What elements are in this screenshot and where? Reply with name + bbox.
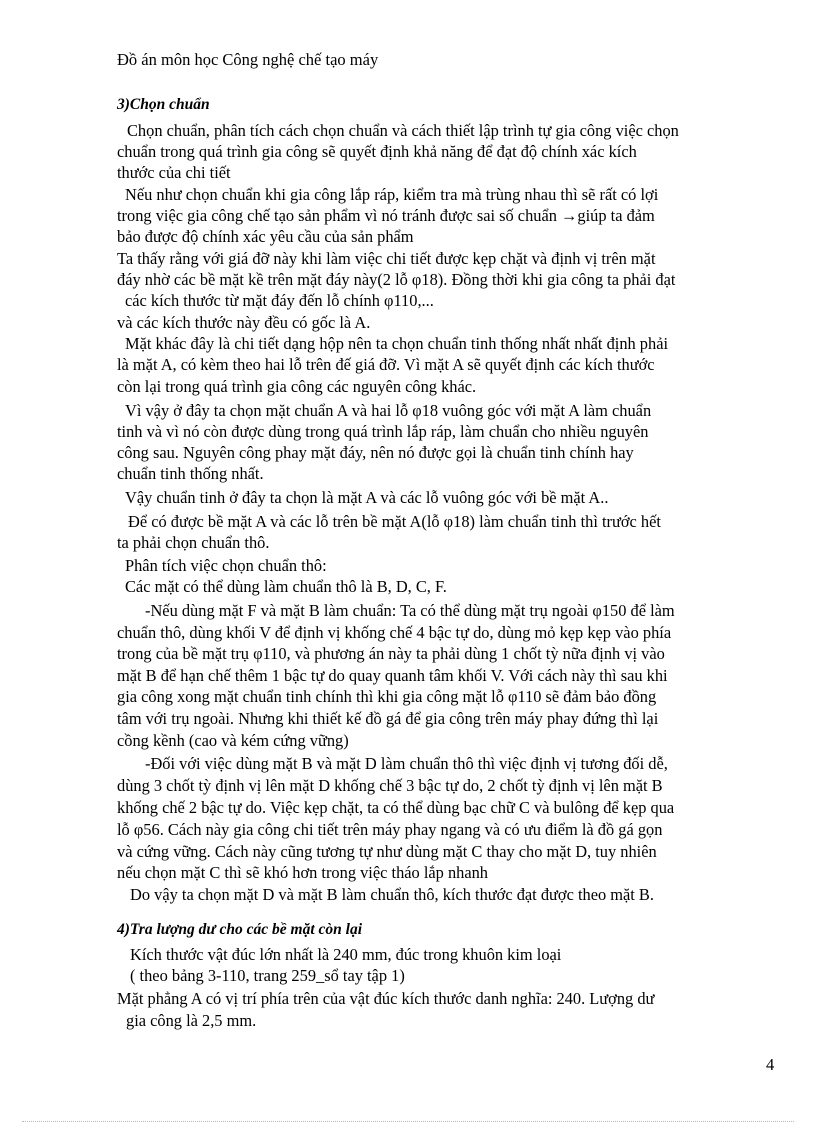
paragraph-line: Vì vậy ở đây ta chọn mặt chuẩn A và hai lỗ φ18 vuông góc với mặt A làm chuẩn bbox=[125, 401, 652, 420]
paragraph-line: cồng kềnh (cao và kém cứng vững) bbox=[117, 731, 349, 750]
paragraph-line: trong việc gia công chế tạo sản phẩm vì nó tránh được sai số chuẩn →giúp ta đảm bbox=[117, 206, 655, 225]
paragraph-line: khống chế 2 bậc tự do. Việc kẹp chặt, ta có thể dùng bạc chữ C và bulông để kẹp qua bbox=[117, 798, 675, 817]
paragraph-line: Phân tích việc chọn chuẩn thô: bbox=[125, 556, 327, 575]
paragraph-line: Ta thấy rằng với giá đỡ này khi làm việc chi tiết được kẹp chặt và định vị trên mặt bbox=[117, 249, 656, 268]
paragraph-line: ta phải chọn chuẩn thô. bbox=[117, 533, 270, 552]
page-number: 4 bbox=[766, 1055, 775, 1074]
paragraph-line: ( theo bảng 3-110, trang 259_sổ tay tập 1) bbox=[130, 966, 405, 985]
paragraph-line: dùng 3 chốt tỳ định vị lên mặt D khống chế 3 bậc tự do, 2 chốt tỳ định vị lên mặt B bbox=[117, 776, 663, 795]
paragraph-line: Chọn chuẩn, phân tích cách chọn chuẩn và cách thiết lập trình tự gia công việc chọn bbox=[127, 121, 679, 140]
paragraph-line: nếu chọn mặt C thì sẽ khó hơn trong việc tháo lắp nhanh bbox=[117, 863, 489, 882]
paragraph-line: gia công xong mặt chuẩn tinh chính thì khi gia công mặt lỗ φ110 sẽ đảm bảo đồng bbox=[117, 687, 657, 706]
paragraph-line: thước của chi tiết bbox=[117, 163, 231, 182]
paragraph-line: chuẩn trong quá trình gia công sẽ quyết định khả năng để đạt độ chính xác kích bbox=[117, 142, 637, 161]
paragraph-line: Kích thước vật đúc lớn nhất là 240 mm, đúc trong khuôn kim loại bbox=[130, 945, 562, 964]
paragraph-line: Để có được bề mặt A và các lỗ trên bề mặt A(lỗ φ18) làm chuẩn tinh thì trước hết bbox=[128, 512, 661, 531]
paragraph-line: là mặt A, có kèm theo hai lỗ trên đế giá đỡ. Vì mặt A sẽ quyết định các kích thước bbox=[117, 355, 655, 374]
paragraph-line: Nếu như chọn chuẩn khi gia công lắp ráp, kiểm tra mà trùng nhau thì sẽ rất có lợi bbox=[125, 185, 659, 204]
paragraph-line: mặt B để hạn chế thêm 1 bậc tự do quay quanh tâm khối V. Với cách này thì sau khi bbox=[117, 666, 668, 685]
paragraph-line: còn lại trong quá trình gia công các nguyên công khác. bbox=[117, 377, 477, 396]
paragraph-line: trong của bề mặt trụ φ110, và phương án này ta phải dùng 1 chốt tỳ nữa định vị vào bbox=[117, 644, 665, 663]
paragraph-line: gia công là 2,5 mm. bbox=[126, 1011, 257, 1030]
page-header: Đồ án môn học Công nghệ chế tạo máy bbox=[117, 50, 379, 69]
paragraph-line: Do vậy ta chọn mặt D và mặt B làm chuẩn thô, kích thước đạt được theo mặt B. bbox=[130, 885, 654, 904]
paragraph-line: lỗ φ56. Cách này gia công chi tiết trên máy phay ngang và có ưu điểm là đồ gá gọn bbox=[117, 820, 663, 839]
paragraph-line: Các mặt có thể dùng làm chuẩn thô là B, D, C, F. bbox=[125, 577, 447, 596]
paragraph-line: đáy nhờ các bề mặt kề trên mặt đáy này(2 lỗ φ18). Đồng thời khi gia công ta phải đạt bbox=[117, 270, 676, 289]
page-bottom-rule bbox=[22, 1121, 794, 1122]
paragraph-line: và cứng vững. Cách này cũng tương tự như dùng mặt C thay cho mặt D, tuy nhiên bbox=[117, 842, 657, 861]
section-4-title: 4)Tra lượng dư cho các bề mặt còn lại bbox=[117, 921, 363, 938]
paragraph-line: các kích thước từ mặt đáy đến lỗ chính φ110,... bbox=[125, 291, 434, 310]
paragraph-line: công sau. Nguyên công phay mặt đáy, nên nó được gọi là chuẩn tinh chính hay bbox=[117, 443, 634, 462]
paragraph-line: tâm với trụ ngoài. Nhưng khi thiết kế đồ gá để gia công trên máy phay đứng thì lại bbox=[117, 709, 659, 728]
paragraph-line: chuẩn thô, dùng khối V để định vị khống chế 4 bậc tự do, dùng mỏ kẹp kẹp vào phía bbox=[117, 623, 672, 642]
section-3-title: 3)Chọn chuẩn bbox=[117, 96, 210, 113]
paragraph-line: Mặt phẳng A có vị trí phía trên của vật đúc kích thước danh nghĩa: 240. Lượng dư bbox=[117, 989, 655, 1008]
paragraph-line: và các kích thước này đều có gốc là A. bbox=[117, 313, 371, 332]
paragraph-line: bảo được độ chính xác yêu cầu của sản phẩm bbox=[117, 227, 414, 246]
paragraph-line: tinh và vì nó còn được dùng trong quá trình lắp ráp, làm chuẩn cho nhiều nguyên bbox=[117, 422, 649, 441]
paragraph-line: -Đối với việc dùng mặt B và mặt D làm chuẩn thô thì việc định vị tương đối dễ, bbox=[145, 754, 668, 773]
paragraph-line: Vậy chuẩn tinh ở đây ta chọn là mặt A và các lỗ vuông góc với bề mặt A.. bbox=[125, 488, 609, 507]
paragraph-line: chuẩn tinh thống nhất. bbox=[117, 464, 264, 483]
paragraph-line: Mặt khác đây là chi tiết dạng hộp nên ta chọn chuẩn tinh thống nhất nhất định phải bbox=[125, 334, 669, 353]
paragraph-line: -Nếu dùng mặt F và mặt B làm chuẩn: Ta có thể dùng mặt trụ ngoài φ150 để làm bbox=[145, 601, 675, 620]
